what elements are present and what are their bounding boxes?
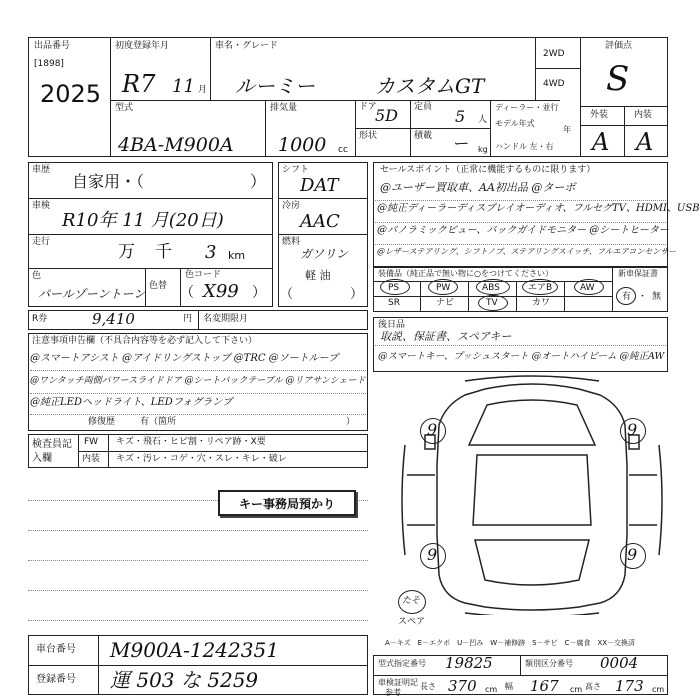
divider	[355, 128, 490, 129]
divider	[520, 655, 521, 675]
equipment-item: PS	[388, 283, 400, 293]
first-reg-year: R7	[122, 70, 156, 98]
divider	[373, 675, 668, 676]
notes-label: 注意事項申告欄（不具合内容等を必ず記入して下さい）	[32, 336, 258, 346]
divider	[98, 635, 99, 695]
interior-label: 内装	[634, 110, 653, 120]
mileage-unit: km	[228, 249, 246, 262]
car-body-outline	[437, 384, 627, 610]
ruled-line	[28, 590, 368, 591]
car-door-left	[407, 475, 435, 525]
ac-value: AAC	[300, 211, 340, 232]
capacity-unit: 人	[478, 115, 488, 125]
mileage-value: 3	[205, 242, 217, 263]
spare-mark: たそ	[402, 596, 421, 606]
length-value: 370	[448, 677, 477, 695]
type-label: 型式	[115, 103, 134, 113]
agency-label: 名変期限月	[203, 314, 249, 324]
later-line: @スマートキー、プッシュスタート @オートハイビーム @純正AW	[378, 351, 665, 362]
repair-value: 有（箇所	[140, 417, 177, 427]
length-label: 長さ	[420, 682, 436, 691]
ruled-line	[30, 393, 366, 394]
key-stamp-text: キー事務局預かり	[238, 496, 335, 511]
warranty-circle	[616, 287, 636, 305]
fuel-label: 燃料	[282, 237, 301, 247]
category-no-label: 類別区分番号	[525, 659, 573, 668]
displacement-value: 1000	[278, 134, 327, 156]
recycle-unit: 円	[183, 314, 193, 324]
capacity-value: 5	[455, 107, 466, 126]
load-value: ー	[452, 134, 469, 153]
spare-label: スペア	[398, 617, 426, 627]
capacity-label: 定員	[414, 102, 433, 112]
color-label: 色	[32, 271, 42, 281]
divider	[516, 281, 517, 312]
height-label: 高さ	[585, 682, 601, 691]
shift-label: シフト	[282, 165, 310, 175]
divider	[468, 281, 469, 312]
warranty-no: 無	[652, 292, 662, 302]
drive-4wd: 4WD	[543, 79, 565, 89]
ruled-line	[30, 414, 366, 415]
car-roof-outline	[473, 455, 591, 525]
first-reg-month: 11	[172, 76, 195, 97]
first-reg-label: 初度登録年月	[115, 41, 170, 51]
note-line: @ワンタッチ両側パワースライドドア @シートバックテーブル @リアサンシェード	[30, 376, 366, 386]
warranty-sep: ・	[638, 292, 648, 302]
divider	[278, 198, 368, 199]
divider	[624, 106, 625, 157]
inspection-value: R10年 11 月(20日)	[62, 210, 224, 231]
color-code-label: 色コード	[185, 270, 222, 280]
width-value: 167	[530, 677, 559, 695]
ruled-line	[375, 345, 666, 346]
ruled-line	[375, 200, 666, 201]
equipment-circle	[380, 279, 410, 295]
divider	[420, 281, 421, 312]
divider	[198, 310, 199, 330]
equipment-item: PW	[436, 283, 451, 293]
grade: カスタムGT	[375, 74, 485, 98]
equipment-item: カワ	[532, 298, 551, 308]
category-close: ）	[250, 172, 267, 191]
type-cert-label: 型式指定番号	[378, 659, 426, 668]
handle-label: ハンドル 左・右	[495, 142, 554, 151]
equipment-circle	[478, 295, 508, 311]
divider	[110, 37, 111, 157]
interior-items: キズ・汚レ・コゲ・穴・スレ・キレ・破レ	[116, 454, 287, 464]
height-unit: cm	[652, 685, 665, 694]
grade-eval-label: 評価点	[605, 41, 633, 51]
exterior-label: 外装	[590, 110, 609, 120]
tire-mark: 9	[427, 545, 438, 564]
equipment-item: TV	[486, 298, 498, 308]
rear-bumper	[465, 613, 599, 615]
color-code-value: X99	[203, 281, 239, 302]
ruled-line	[375, 244, 666, 245]
drive-2wd: 2WD	[543, 49, 565, 59]
car-rear-outline	[475, 540, 589, 585]
model-year-label: モデル年式	[495, 119, 535, 128]
mileage-label: 走行	[32, 237, 51, 247]
sales-points-label: セールスポイント（正常に機能するものに限ります）	[380, 165, 596, 175]
key-stamp	[218, 490, 356, 516]
divider	[28, 268, 273, 269]
repair-label: 修復歴	[88, 417, 116, 427]
lot-number: 2025	[40, 80, 102, 108]
load-unit: kg	[478, 145, 488, 154]
ac-label: 冷房	[282, 201, 301, 211]
dealer-label: ディーラー・並行	[495, 103, 559, 112]
equipment-circle	[522, 279, 558, 295]
category-value: 自家用・（	[72, 172, 145, 191]
equipment-item: SR	[388, 298, 400, 308]
tire-mark: 9	[427, 420, 438, 439]
exterior-value: A	[592, 128, 610, 156]
tire-mark: 9	[627, 420, 638, 439]
divider	[278, 234, 368, 235]
ruled-line	[28, 530, 368, 531]
fuel-value: ガソリン	[300, 247, 349, 261]
damage-legend: A－キズ E－エクボ U－凹み W－補修跡 S－サビ C－腐食 XX－交換済	[385, 639, 636, 647]
chassis-value: M900A-1242351	[110, 638, 279, 662]
ref-label: 参考	[385, 688, 401, 697]
divider	[78, 451, 368, 452]
divider	[580, 37, 581, 157]
front-bumper	[465, 376, 599, 381]
month-unit: 月	[198, 85, 208, 95]
mileage-man: 万	[118, 242, 135, 262]
lot-label: 出品番号	[34, 41, 71, 51]
divider	[490, 100, 491, 157]
color-code-paren-close: ）	[252, 285, 266, 301]
ruled-line	[30, 370, 366, 371]
tire-mark: 9	[627, 545, 638, 564]
note-line: @純正LEDヘッドライト、LEDフォグランプ	[30, 397, 233, 408]
grade-eval: S	[606, 59, 630, 99]
equipment-item: ABS	[482, 283, 500, 293]
color-code-paren-open: （	[180, 285, 194, 301]
recycle-value: 9,410	[92, 310, 135, 328]
displacement-unit: cc	[338, 145, 348, 155]
divider	[564, 281, 565, 312]
displacement-label: 排気量	[270, 103, 298, 113]
note-line: @スマートアシスト @アイドリングストップ @TRC @ソートループ	[30, 353, 339, 364]
recycle-label: R券	[32, 314, 48, 324]
equipment-label: 装備品（純正品で無い物に○をつけてください）	[378, 269, 553, 278]
plate-label: 登録番号	[36, 674, 76, 685]
equipment-circle	[428, 279, 458, 295]
color-value: パールゾーントーン	[38, 287, 146, 301]
warranty-yes: 有	[622, 292, 632, 302]
color-change-label: 色替	[149, 281, 168, 291]
ruled-line	[375, 222, 666, 223]
width-unit: cm	[570, 685, 583, 694]
fuel-paren-close: ）	[350, 287, 364, 302]
divider	[28, 234, 273, 235]
divider	[265, 100, 266, 157]
sales-point-line: @レザーステアリング、シフトノブ、ステアリングスイッチ、フルエアコンセンサー	[377, 247, 677, 256]
interior-value: A	[636, 128, 654, 156]
cert-label: 車検証明記	[378, 678, 418, 687]
shape-label: 形状	[359, 131, 378, 141]
lot-code: [1898]	[34, 59, 64, 69]
doors-value: 5D	[375, 106, 399, 125]
mileage-sen: 千	[155, 242, 172, 262]
sales-point-line: @パノラミックビュー、バックガイドモニター @シートヒーター	[377, 225, 669, 236]
sales-point-line: @純正ディーラーディスプレイオーディオ、フルセグTV、HDMI、USB	[377, 203, 700, 214]
equipment-item: エアB	[528, 283, 553, 293]
inspector-label: 検査員記入欄	[32, 439, 72, 464]
car-diagram	[395, 375, 670, 615]
model-name: ルーミー	[235, 74, 315, 98]
sales-point-line: @ユーザー買取車、AA初出品 @ターボ	[380, 181, 576, 194]
width-label: 幅	[505, 682, 513, 691]
category-label: 車歴	[32, 165, 51, 175]
equipment-item: AW	[580, 283, 595, 293]
new-warranty-label: 新車保証書	[618, 269, 658, 278]
divider	[210, 37, 211, 100]
equipment-item: ナビ	[436, 298, 455, 308]
chassis-label: 車台番号	[36, 644, 76, 655]
doors-label: ドア	[359, 102, 377, 112]
ruled-line	[28, 620, 368, 621]
length-unit: cm	[485, 685, 498, 694]
model-name-label: 車名・グレード	[215, 41, 279, 51]
divider	[28, 198, 273, 199]
later-line: 取説、保証書、スペアキー	[380, 330, 512, 343]
equipment-circle	[476, 279, 510, 295]
type-cert-value: 19825	[445, 654, 493, 672]
plate-value: 運 503 な 5259	[110, 668, 259, 692]
fw-label: FW	[84, 437, 99, 447]
ruled-line	[28, 560, 368, 561]
fuel-option: 軽 油	[305, 269, 331, 282]
divider	[110, 100, 560, 101]
divider	[612, 267, 613, 312]
category-no-value: 0004	[600, 654, 639, 672]
inspection-label: 車検	[32, 201, 51, 211]
fuel-paren-open: （	[280, 287, 294, 302]
car-front-outline	[469, 400, 595, 445]
load-label: 積載	[414, 131, 433, 141]
equipment-circle	[574, 279, 604, 295]
interior-check-label: 内装	[82, 454, 101, 464]
type-value: 4BA-M900A	[118, 134, 234, 156]
car-door-right	[629, 475, 657, 525]
shift-value: DAT	[300, 175, 339, 196]
model-year-unit: 年	[563, 125, 571, 134]
divider	[28, 665, 368, 666]
car-side-left	[402, 445, 405, 555]
later-label: 後日品	[378, 320, 406, 330]
divider	[535, 68, 580, 69]
repair-close: ）	[346, 417, 356, 427]
height-value: 173	[615, 677, 644, 695]
fw-items: キズ・飛石・ヒビ割・リペア跡・X要	[116, 437, 266, 447]
car-side-right	[659, 445, 662, 555]
